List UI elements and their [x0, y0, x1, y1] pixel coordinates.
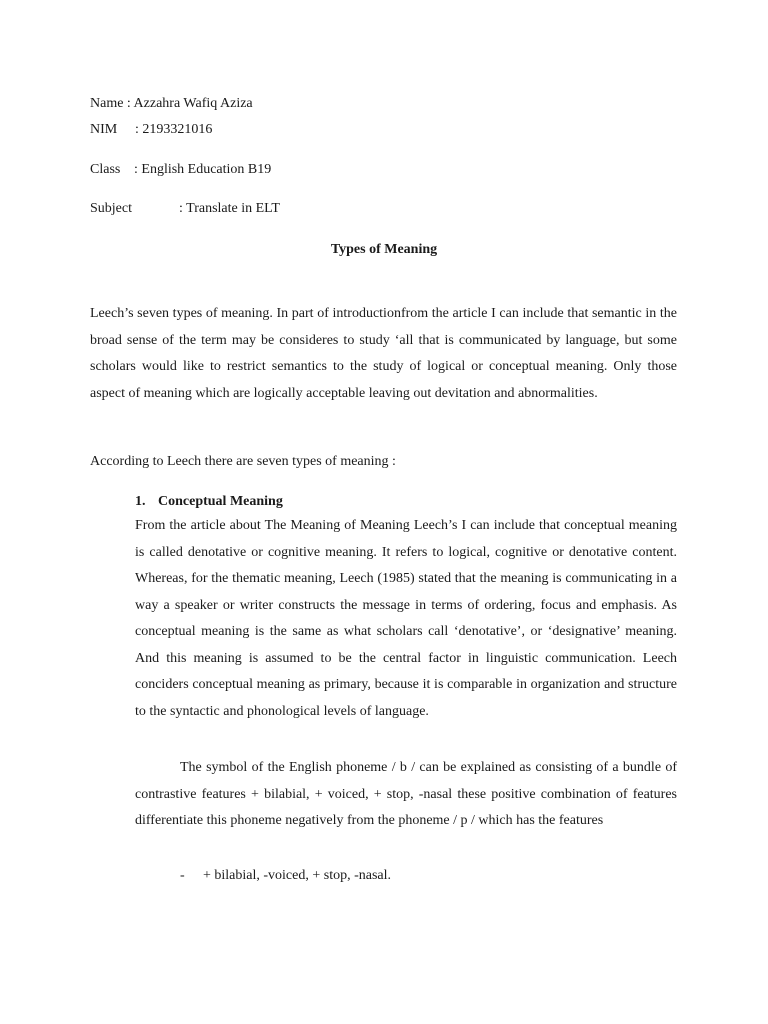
- class-label: Class: [90, 162, 121, 177]
- according-line: According to Leech there are seven types of meaning :: [90, 454, 396, 469]
- nim-line: [90, 120, 212, 140]
- intro-paragraph: Leech’s seven types of meaning. In part of introductionfrom the article I can include that semantic in the broad sense of the term may be consideres to study ‘all that is communicated by language, but some scholars would like to restrict semantics to the study of logical or conceptual meaning. Only those aspect of meaning which are logically acceptable leaving out devitation and abnormalities.: [90, 306, 677, 401]
- document-title: Types of Meaning: [330, 242, 438, 257]
- class-value: : English Education B19: [134, 162, 272, 177]
- subject-label: Subject: [90, 201, 132, 216]
- nim-value: : 2193321016: [135, 122, 213, 137]
- bullet-marker: -: [180, 868, 185, 883]
- phoneme-paragraph: The symbol of the English phoneme / b / can be explained as consisting of a bundle of contrastive features + bilabial, + voiced, + stop, -nasal these positive combination of features differentiate this phoneme negatively from the phoneme / p / which has the features: [135, 760, 677, 828]
- bullet-text: + bilabial, -voiced, + stop, -nasal.: [203, 868, 392, 883]
- nim-label: NIM: [90, 122, 118, 137]
- section-heading: [135, 492, 283, 512]
- subject-value: : Translate in ELT: [179, 201, 280, 216]
- class-line: [90, 160, 271, 180]
- subject-line: [90, 199, 280, 219]
- name-line: Name : Azzahra Wafiq Aziza: [90, 96, 253, 111]
- conceptual-paragraph: From the article about The Meaning of Meaning Leech’s I can include that conceptual meaning is called denotative or cognitive meaning. It refers to logical, cognitive or denotative content. Whereas, for the thematic meaning, Leech (1985) stated that the meaning is communicating in a way a speaker or writer constructs the message in terms of ordering, focus and emphasis. As conceptual meaning is the same as what scholars call ‘denotative’, or ‘designative’ meaning. And this meaning is assumed to be the central factor in linguistic communication. Leech conciders conceptual meaning as primary, because it is comparable in organization and structure to the syntactic and phonological levels of language.: [135, 518, 677, 719]
- section-title: Conceptual Meaning: [158, 494, 283, 509]
- bullet-item: [180, 866, 391, 886]
- section-number: 1.: [135, 494, 146, 509]
